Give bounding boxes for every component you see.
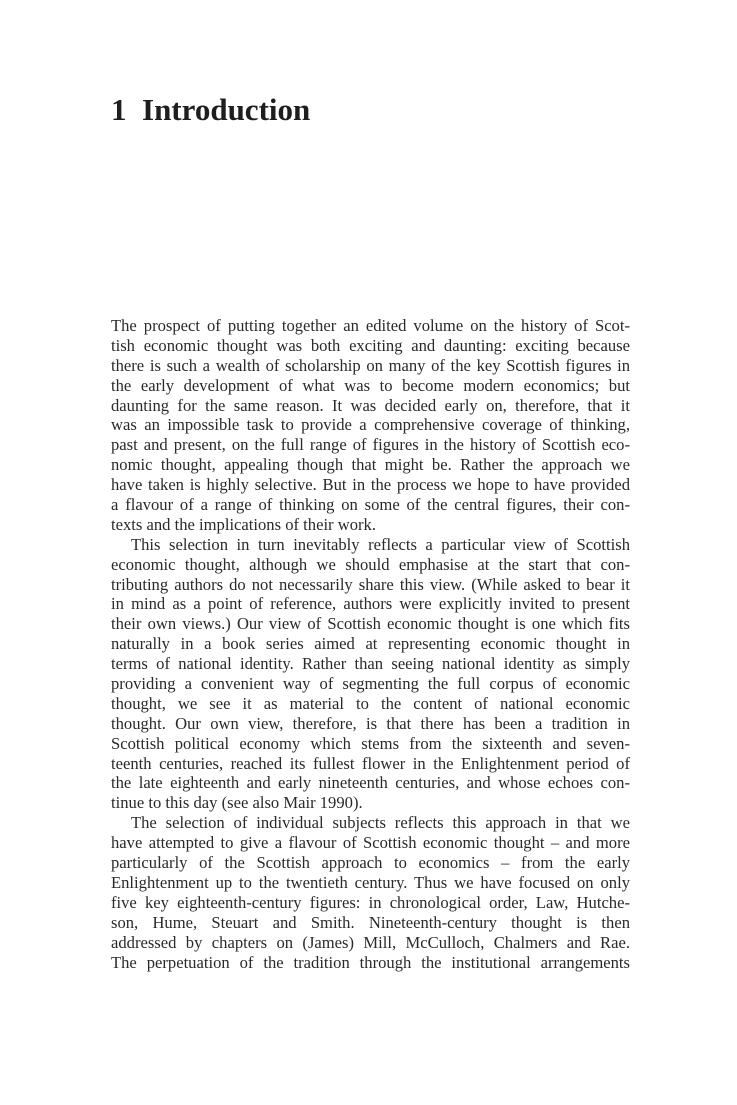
chapter-title: Introduction	[142, 92, 311, 127]
text-line: texts and the implications of their work.	[111, 514, 376, 534]
text-line: in mind as a point of reference, authors were explicitly invited to present	[111, 594, 630, 614]
text-line: thought, we see it as material to the content of national economic	[111, 693, 630, 713]
text-line: daunting for the same reason. It was decided early on, therefore, that it	[111, 395, 630, 415]
text-line: particularly of the Scottish approach to economics – from the early	[111, 853, 630, 873]
text-line: have attempted to give a flavour of Scottish economic thought – and more	[111, 833, 630, 853]
text-line: The prospect of putting together an edited volume on the history of Scot-	[111, 316, 630, 335]
text-line: economic thought, although we should emphasise at the start that con-	[111, 554, 630, 574]
text-line: a flavour of a range of thinking on some of the central figures, their con-	[111, 495, 630, 515]
text-line: there is such a wealth of scholarship on many of the key Scottish figures in	[111, 355, 630, 375]
text-line: addressed by chapters on (James) Mill, McCulloch, Chalmers and Rae.	[111, 932, 630, 952]
paragraph	[111, 316, 630, 535]
text-line: five key eighteenth-century figures: in chronological order, Law, Hutche-	[111, 892, 630, 912]
text-line: their own views.) Our view of Scottish economic thought is one which fits	[111, 614, 630, 634]
text-line: teenth centuries, reached its fullest flower in the Enlightenment period of	[111, 753, 630, 773]
text-line: The selection of individual subjects reflects this approach in that we	[131, 813, 630, 833]
text-line: tributing authors do not necessarily share this view. (While asked to bear it	[111, 574, 630, 594]
text-line: Scottish political economy which stems from the sixteenth and seven-	[111, 733, 630, 753]
paragraph	[111, 535, 630, 813]
text-line: thought. Our own view, therefore, is that there has been a tradition in	[111, 713, 630, 733]
text-line: tish economic thought was both exciting and daunting: exciting because	[111, 335, 630, 355]
text-line: tinue to this day (see also Mair 1990).	[111, 793, 363, 813]
text-line: nomic thought, appealing though that might be. Rather the approach we	[111, 455, 630, 475]
text-line: the early development of what was to become modern economics; but	[111, 375, 630, 395]
text-line: son, Hume, Steuart and Smith. Nineteenth-century thought is then	[111, 912, 630, 932]
text-line: terms of national identity. Rather than seeing national identity as simply	[111, 654, 630, 674]
text-line: This selection in turn inevitably reflects a particular view of Scottish	[131, 534, 630, 554]
chapter-heading	[111, 92, 310, 128]
body-text	[111, 316, 630, 972]
text-line: providing a convenient way of segmenting the full corpus of economic	[111, 674, 630, 694]
text-line: the late eighteenth and early nineteenth centuries, and whose echoes con-	[111, 773, 630, 793]
text-line: was an impossible task to provide a comprehensive coverage of thinking,	[111, 415, 630, 435]
chapter-number: 1	[111, 92, 127, 127]
text-line: past and present, on the full range of figures in the history of Scottish eco-	[111, 435, 630, 455]
paragraph	[111, 813, 630, 972]
text-line: naturally in a book series aimed at representing economic thought in	[111, 634, 630, 654]
text-line: The perpetuation of the tradition through the institutional arrangements	[111, 952, 630, 972]
text-line: Enlightenment up to the twentieth century. Thus we have focused on only	[111, 872, 630, 892]
text-line: have taken is highly selective. But in the process we hope to have provided	[111, 475, 630, 495]
